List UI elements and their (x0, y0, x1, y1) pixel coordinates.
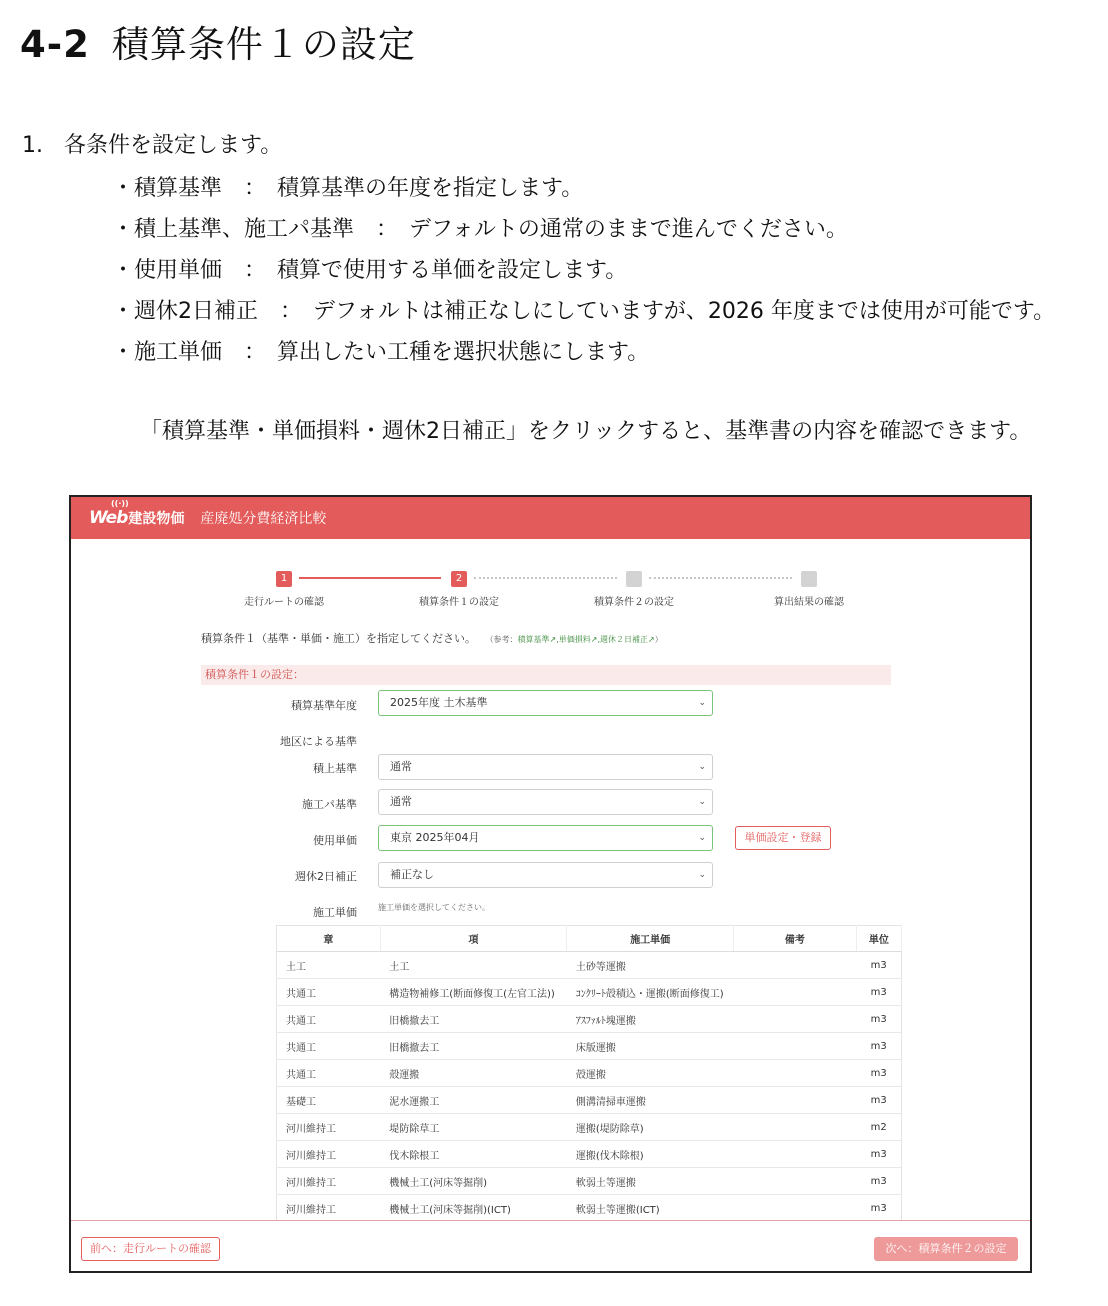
cell-unit: m3 (856, 952, 901, 979)
step-4-label: 算出結果の確認 (774, 597, 844, 608)
section-title: 積算条件１の設定 (111, 23, 416, 66)
step-connector (649, 577, 792, 579)
cell-work-price: 側溝清掃車運搬 (567, 1087, 734, 1114)
column-header[interactable]: 章 (277, 926, 381, 952)
cell-chapter: 基礎工 (277, 1087, 381, 1114)
step-1-marker[interactable]: 1 (276, 571, 292, 587)
ref-suffix: ） (654, 635, 663, 644)
cell-work-price: 床版運搬 (567, 1033, 734, 1060)
step-connector (474, 577, 617, 579)
unit-price-setting-button[interactable]: 単価設定・登録 (735, 826, 831, 850)
cell-remarks (734, 979, 857, 1006)
step-number: 1. (22, 133, 43, 158)
cell-remarks (734, 1114, 857, 1141)
app-screenshot (69, 495, 1032, 1273)
table-row[interactable] (277, 952, 902, 979)
cell-item: 機械土工(河床等掘削) (380, 1168, 567, 1195)
link-holiday[interactable]: 週休２日補正 (600, 635, 648, 644)
chevron-down-icon: ⌄ (698, 698, 706, 708)
step-connector (299, 577, 441, 579)
bullet-list (112, 168, 1055, 373)
footer-bar (71, 1220, 1030, 1273)
cell-unit: m3 (856, 1087, 901, 1114)
step-4-marker[interactable] (801, 571, 817, 587)
cell-item: 伐木除根工 (380, 1141, 567, 1168)
cell-remarks (734, 1033, 857, 1060)
section-number: 4-2 (20, 23, 90, 66)
cell-work-price: 軟弱土等運搬(ICT) (567, 1195, 734, 1222)
cell-remarks (734, 952, 857, 979)
bullet-item: ・積算基準 ： 積算基準の年度を指定します。 (112, 176, 584, 201)
cell-work-price: ｱｽﾌｧﾙﾄ塊運搬 (567, 1006, 734, 1033)
bullet-item: ・週休2日補正 ： デフォルトは補正なしにしていますが、2026 年度までは使用が可能です。 (112, 299, 1056, 324)
accum-standard-label: 積上基準 (313, 762, 357, 775)
cell-chapter: 共通工 (277, 1033, 381, 1060)
cell-chapter: 土工 (277, 952, 381, 979)
table-row[interactable] (277, 1033, 902, 1060)
logo-text: 建設物価 (128, 511, 185, 527)
sekopa-standard-label: 施工パ基準 (302, 798, 357, 811)
cell-item: 土工 (380, 952, 567, 979)
bullet-item: ・積上基準、施工パ基準 ： デフォルトの通常のままで進んでください。 (112, 217, 848, 242)
table-row[interactable] (277, 1006, 902, 1033)
external-link-icon: ↗ (648, 635, 655, 644)
cell-chapter: 河川維持工 (277, 1114, 381, 1141)
table-row[interactable] (277, 979, 902, 1006)
cell-item: 殻運搬 (380, 1060, 567, 1087)
logo[interactable] (89, 499, 185, 528)
chevron-down-icon: ⌄ (698, 870, 706, 880)
work-price-hint: 施工単価を選択してください。 (378, 903, 490, 912)
section-heading: 積算条件１の設定： (201, 665, 891, 685)
holiday-correction-select[interactable] (378, 862, 713, 888)
work-price-table (276, 925, 902, 1222)
cell-work-price: 土砂等運搬 (567, 952, 734, 979)
step-3-label: 積算条件２の設定 (594, 597, 674, 608)
cell-remarks (734, 1141, 857, 1168)
column-header[interactable]: 施工単価 (567, 926, 734, 952)
cell-work-price: 運搬(伐木除根) (567, 1141, 734, 1168)
holiday-correction-value: 補正なし (390, 868, 434, 881)
cell-item: 構造物補修工(断面修復工(左官工法)) (380, 979, 567, 1006)
prev-button[interactable]: 前へ：走行ルートの確認 (81, 1237, 220, 1261)
regional-standard-label: 地区による基準 (280, 735, 357, 748)
bullet-item: ・施工単価 ： 算出したい工種を選択状態にします。 (112, 340, 650, 365)
step-2-label: 積算条件１の設定 (419, 597, 499, 608)
sekopa-standard-value: 通常 (390, 795, 412, 808)
link-standard[interactable]: 積算基準 (517, 635, 550, 644)
cell-work-price: 軟弱土等運搬 (567, 1168, 734, 1195)
step-text: 各条件を設定します。 (64, 133, 283, 158)
external-link-icon: ↗, (590, 635, 600, 644)
cell-remarks (734, 1195, 857, 1222)
accum-standard-select[interactable] (378, 754, 713, 780)
next-button[interactable]: 次へ：積算条件２の設定 (874, 1237, 1018, 1261)
column-header[interactable]: 項 (380, 926, 567, 952)
holiday-correction-label: 週休2日補正 (295, 870, 357, 883)
reference-links (486, 635, 663, 644)
cell-item: 堤防除草工 (380, 1114, 567, 1141)
cell-unit: m3 (856, 1168, 901, 1195)
standard-year-select[interactable] (378, 690, 713, 716)
cell-unit: m2 (856, 1114, 901, 1141)
chevron-down-icon: ⌄ (698, 797, 706, 807)
table-row[interactable] (277, 1195, 902, 1222)
wifi-icon: ((·)) (111, 499, 129, 508)
cell-item: 旧橋撤去工 (380, 1033, 567, 1060)
cell-remarks (734, 1087, 857, 1114)
instruction-line (201, 630, 663, 646)
cell-chapter: 河川維持工 (277, 1141, 381, 1168)
cell-work-price: 運搬(堤防除草) (567, 1114, 734, 1141)
progress-stepper (221, 569, 844, 609)
table-header-row (277, 926, 902, 952)
app-header (71, 497, 1030, 539)
app-title: 産廃処分費経済比較 (200, 511, 327, 527)
bullet-item: ・使用単価 ： 積算で使用する単価を設定します。 (112, 258, 628, 283)
unit-price-label: 使用単価 (313, 834, 357, 847)
standard-year-value: 2025年度 土木基準 (390, 696, 488, 709)
step-3-marker[interactable] (626, 571, 642, 587)
cell-unit: m3 (856, 1195, 901, 1222)
chevron-down-icon: ⌄ (698, 762, 706, 772)
table-row[interactable] (277, 1087, 902, 1114)
table-row[interactable] (277, 1168, 902, 1195)
step-1-label: 走行ルートの確認 (244, 597, 324, 608)
logo-web: Web (89, 508, 128, 528)
step-2-marker[interactable]: 2 (451, 571, 467, 587)
cell-remarks (734, 1006, 857, 1033)
cell-chapter: 共通工 (277, 1060, 381, 1087)
table-row[interactable] (277, 1060, 902, 1087)
cell-unit: m3 (856, 1141, 901, 1168)
cell-unit: m3 (856, 1033, 901, 1060)
step-instruction (22, 128, 282, 159)
reference-note: 「積算基準・単価損料・週休2日補正」をクリックすると、基準書の内容を確認できます。 (140, 419, 1032, 444)
cell-remarks (734, 1168, 857, 1195)
unit-price-value: 東京 2025年04月 (390, 831, 480, 844)
cell-remarks (734, 1060, 857, 1087)
document-title (20, 14, 416, 68)
cell-unit: m3 (856, 1060, 901, 1087)
accum-standard-value: 通常 (390, 760, 412, 773)
cell-chapter: 共通工 (277, 979, 381, 1006)
unit-price-select[interactable] (378, 825, 713, 851)
cell-work-price: 殻運搬 (567, 1060, 734, 1087)
standard-year-label: 積算基準年度 (291, 699, 357, 712)
cell-item: 旧橋撤去工 (380, 1006, 567, 1033)
work-price-label: 施工単価 (313, 906, 357, 919)
table-row[interactable] (277, 1141, 902, 1168)
link-rental[interactable]: 単価損料 (558, 635, 591, 644)
cell-item: 機械土工(河床等掘削)(ICT) (380, 1195, 567, 1222)
chevron-down-icon: ⌄ (698, 833, 706, 843)
cell-unit: m3 (856, 979, 901, 1006)
cell-unit: m3 (856, 1006, 901, 1033)
cell-work-price: ｺﾝｸﾘｰﾄ殻積込・運搬(断面修復工) (567, 979, 734, 1006)
cell-item: 泥水運搬工 (380, 1087, 567, 1114)
instruction-text: 積算条件１（基準・単価・施工）を指定してください。 (201, 632, 476, 645)
cell-chapter: 共通工 (277, 1006, 381, 1033)
external-link-icon: ↗, (549, 635, 559, 644)
sekopa-standard-select[interactable] (378, 789, 713, 815)
column-header[interactable]: 単位 (856, 926, 901, 952)
cell-chapter: 河川維持工 (277, 1195, 381, 1222)
ref-prefix: （参考： (485, 635, 518, 644)
cell-chapter: 河川維持工 (277, 1168, 381, 1195)
table-row[interactable] (277, 1114, 902, 1141)
column-header[interactable]: 備考 (734, 926, 857, 952)
